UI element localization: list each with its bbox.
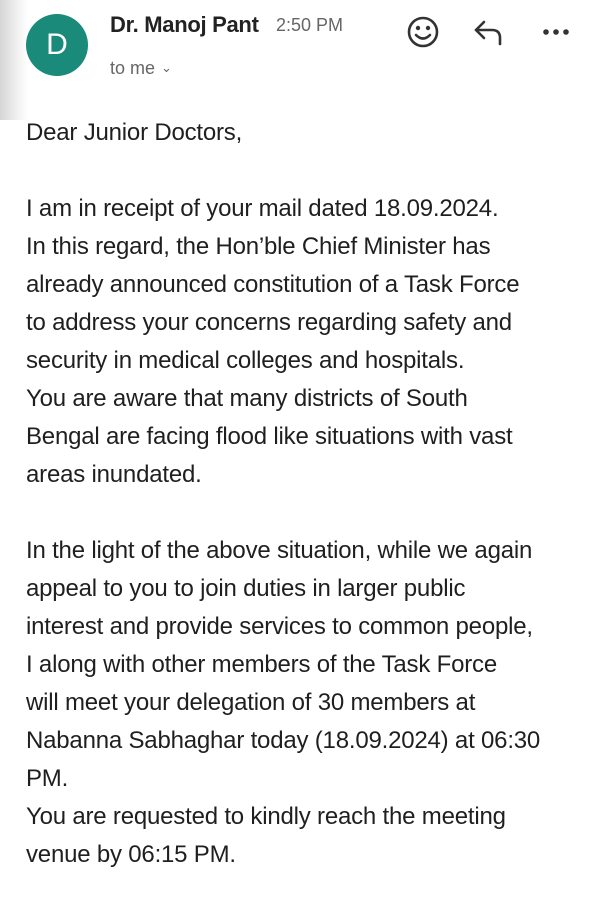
body-line: areas inundated. <box>26 461 202 488</box>
body-line: PM. <box>26 765 69 792</box>
recipient-label: to me <box>110 58 156 78</box>
sender-name[interactable]: Dr. Manoj Pant <box>110 12 259 37</box>
body-line: In the light of the above situation, while we again <box>26 537 533 564</box>
more-options-icon[interactable] <box>538 14 574 50</box>
sender-avatar[interactable]: D <box>26 14 88 76</box>
body-line: venue by 06:15 PM. <box>26 841 236 868</box>
chevron-down-icon: ⌄ <box>161 60 172 75</box>
body-line: I am in receipt of your mail dated 18.09.2024. <box>26 195 499 222</box>
body-line: You are requested to kindly reach the meeting <box>26 803 506 830</box>
body-line: Bengal are facing flood like situations with vast <box>26 423 513 450</box>
timestamp: 2:50 PM <box>276 15 344 35</box>
paragraph-2 <box>26 532 586 874</box>
body-line: interest and provide services to common people, <box>26 613 533 640</box>
body-line: You are aware that many districts of South <box>26 385 468 412</box>
paragraph-1 <box>26 190 586 494</box>
body-line: appeal to you to join duties in larger public <box>26 575 466 602</box>
body-line: In this regard, the Hon’ble Chief Minister has <box>26 233 491 260</box>
body-line: Nabanna Sabhaghar today (18.09.2024) at 06:30 <box>26 727 541 754</box>
body-line: will meet your delegation of 30 members at <box>26 689 476 716</box>
reply-icon[interactable] <box>470 14 506 50</box>
body-line: to address your concerns regarding safety and <box>26 309 512 336</box>
body-line: already announced constitution of a Task Force <box>26 271 520 298</box>
emoji-icon[interactable] <box>405 14 441 50</box>
body-line: I along with other members of the Task Force <box>26 651 497 678</box>
body-line: security in medical colleges and hospitals. <box>26 347 465 374</box>
recipient-toggle[interactable] <box>110 58 172 79</box>
email-body <box>26 114 586 874</box>
email-header <box>0 0 600 110</box>
greeting: Dear Junior Doctors, <box>26 119 243 146</box>
